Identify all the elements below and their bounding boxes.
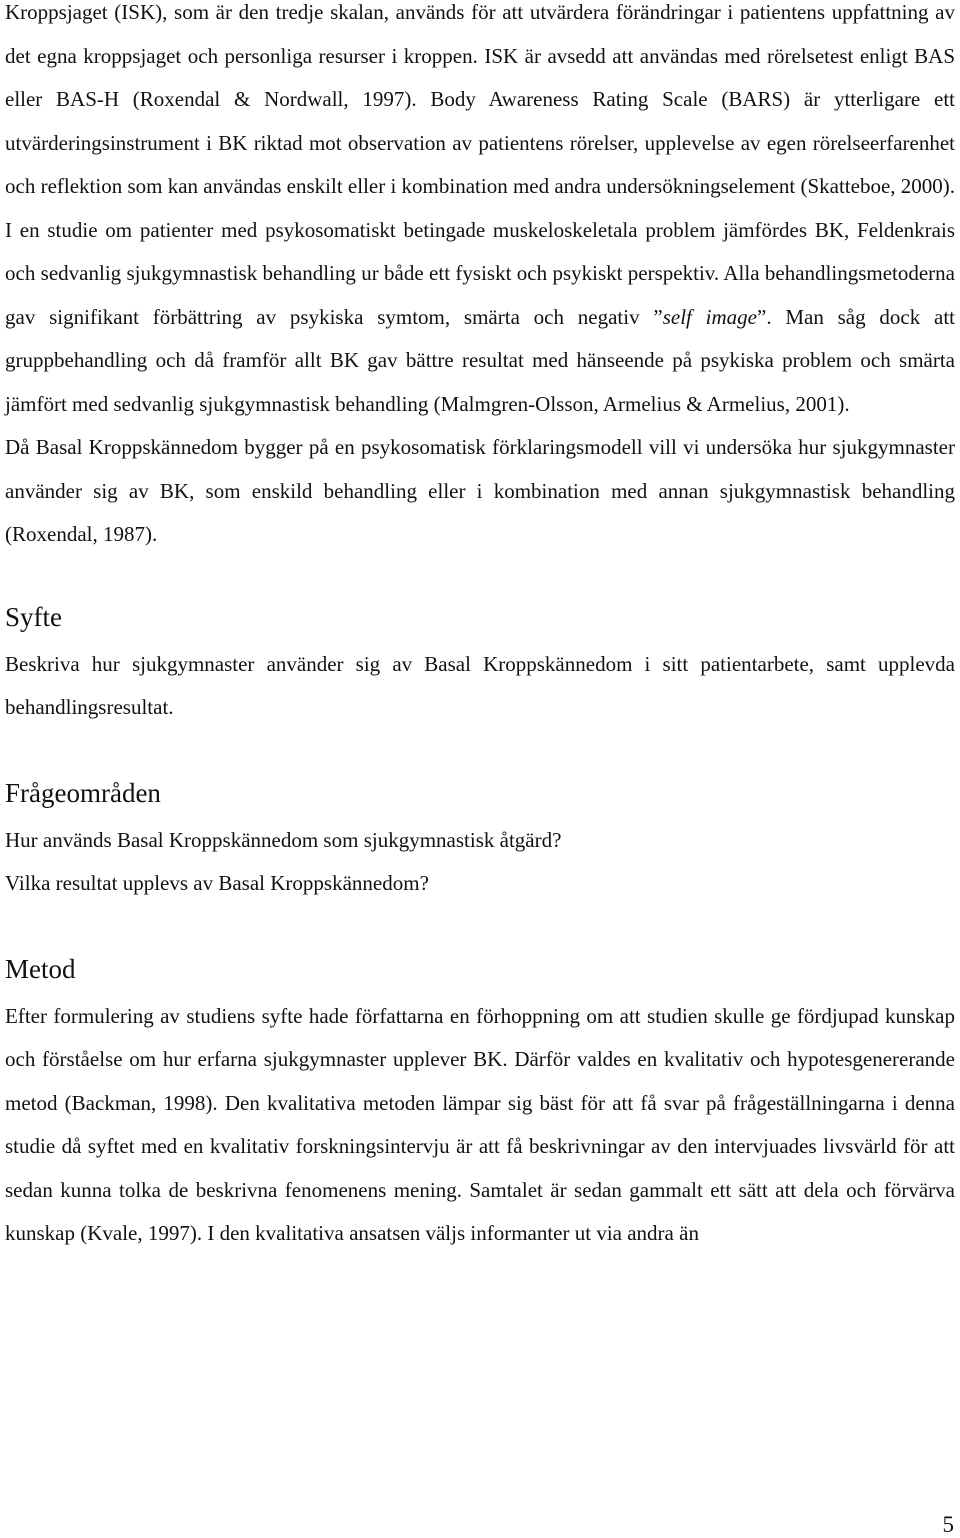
- question-1: Hur används Basal Kroppskännedom som sjukgymnastisk åtgärd?: [5, 827, 562, 852]
- document-page: [5, 0, 955, 1256]
- paragraph-text-before-italic: I en studie om patienter med psykosomatiskt betingade muskeloskeletala problem jämfördes BK, Feldenkrais och sedvanlig sjukgymnastisk behandling ur både ett fysiskt och psykiskt perspektiv. Alla behandlingsmetoderna gav signifikant förbättring av psykiska symtom, smärta och negativ ”: [5, 217, 955, 329]
- paragraph-text-after-italic: ”. Man såg dock att gruppbehandling och då framför allt BK gav bättre resultat med hänseende på psykiska problem och smärta jämfört med sedvanlig sjukgymnastisk behandling (Malmgren-Olsson, Armelius & Armelius, 2001).: [5, 304, 956, 416]
- section-heading-syfte: Syfte: [5, 601, 62, 632]
- section-heading-frageomraden: Frågeområden: [5, 777, 161, 808]
- page-number: 5: [942, 1512, 954, 1537]
- metod-text: Efter formulering av studiens syfte hade författarna en förhoppning om att studien skulle ge fördjupad kunskap och förståelse om hur erfarna sjukgymnaster upplever BK. Därför valdes en kvalitativ och hypotesgenererande metod (Backman, 1998). Den kvalitativa metoden lämpar sig bäst för att få svar på frågeställningarna i denna studie då syftet med en kvalitativ forskningsintervju är att få beskrivningar av den intervjuades livsvärld för att sedan kunna tolka de beskrivna fenomenens mening. Samtalet är sedan gammalt ett sätt att dela och förvärva kunskap (Kvale, 1997). I den kvalitativa ansatsen väljs informanter ut via andra än: [5, 1003, 955, 1245]
- italic-term-self-image: self image: [662, 304, 757, 329]
- body-paragraph-isk-bars: Kroppsjaget (ISK), som är den tredje skalan, används för att utvärdera förändringar i patientens uppfattning av det egna kroppsjaget och personliga resurser i kroppen. ISK är avsedd att användas med rörelsetest enligt BAS eller BAS-H (Roxendal & Nordwall, 1997). Body Awareness Rating Scale (BARS) är ytterligare ett utvärderingsinstrument i BK riktad mot observation av patientens rörelser, upplevelse av egen rörelseerfarenhet och reflektion som kan användas enskilt eller i kombination med andra undersökningselement (Skatteboe, 2000).: [5, 0, 956, 198]
- question-2: Vilka resultat upplevs av Basal Kroppskännedom?: [5, 871, 429, 895]
- body-paragraph-rationale: Då Basal Kroppskännedom bygger på en psykosomatisk förklaringsmodell vill vi undersöka hur sjukgymnaster använder sig av BK, som enskild behandling eller i kombination med annan sjukgymnastisk behandling (Roxendal, 1987).: [5, 435, 955, 546]
- section-heading-metod: Metod: [5, 953, 76, 984]
- body-paragraph-study-comparison: [5, 209, 955, 427]
- syfte-text: Beskriva hur sjukgymnaster använder sig av Basal Kroppskännedom i sitt patientarbete, samt upplevda behandlingsresultat.: [5, 651, 955, 719]
